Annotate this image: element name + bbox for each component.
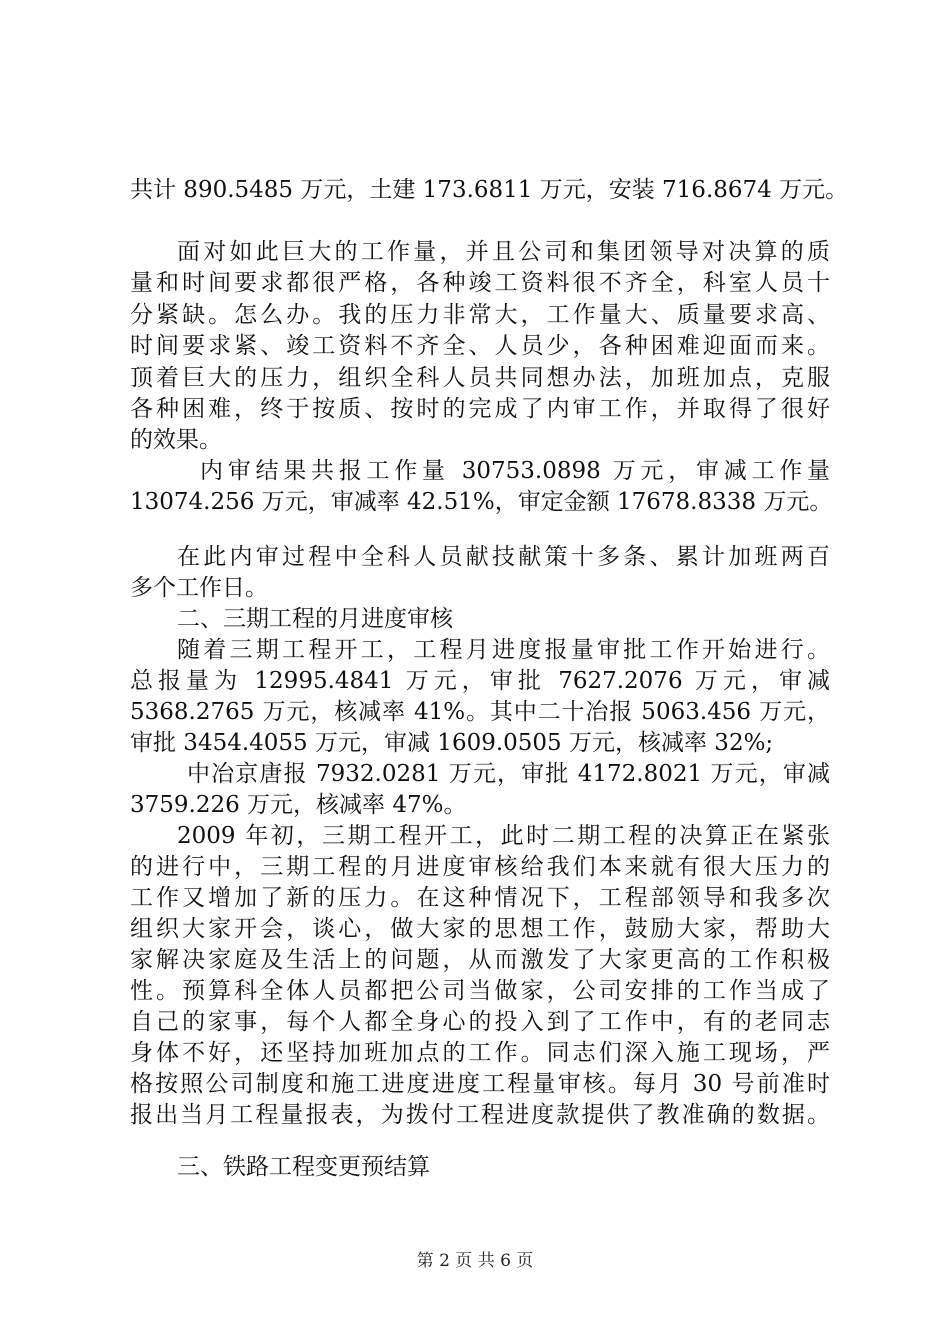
text-line: 审批 3454.4055 万元，审减 1609.0505 万元，核减率 32%; [130,730,774,756]
text-line: 量和时间要求都很严格，各种竣工资料很不齐全，科室人员十 [130,270,830,296]
text-line: 总报量为 12995.4841 万元，审批 7627.2076 万元，审减 [130,668,830,694]
section-heading: 二、三期工程的月进度审核 [177,606,453,632]
text-line: 格按照公司制度和施工进度进度工程量审核。每月 30 号前准时 [130,1071,830,1097]
text-line: 面对如此巨大的工作量，并且公司和集团领导对决算的质 [177,239,830,265]
text-line: 在此内审过程中全科人员献技献策十多条、累计加班两百 [177,544,830,570]
text-line: 性。预算科全体人员都把公司当做家，公司安排的工作当成了 [130,978,830,1004]
text-line: 家解决家庭及生活上的问题，从而激发了大家更高的工作积极 [130,947,830,973]
text-line: 中冶京唐报 7932.0281 万元，审批 4172.8021 万元，审减 [187,761,830,787]
text-line: 的效果。 [130,427,222,453]
text-line: 共计 890.5485 万元，土建 173.6811 万元，安装 716.8674 万元。 [130,177,849,203]
text-line: 5368.2765 万元，核减率 41%。其中二十冶报 5063.456 万元， [130,699,830,725]
section-heading: 三、铁路工程变更预结算 [177,1154,430,1180]
text-line: 13074.256 万元，审减率 42.51%，审定金额 17678.8338 万元。 [130,489,833,515]
text-line: 内审结果共报工作量 30753.0898 万元，审减工作量 [200,458,830,484]
text-line: 工作又增加了新的压力。在这种情况下，工程部领导和我多次 [130,885,830,911]
text-line: 各种困难，终于按质、按时的完成了内审工作，并取得了很好 [130,396,830,422]
page-footer: 第 2 页 共 6 页 [416,1251,534,1271]
text-line: 时间要求紧、竣工资料不齐全、人员少，各种困难迎面而来。 [130,333,830,359]
text-line: 分紧缺。怎么办。我的压力非常大，工作量大、质量要求高、 [130,302,830,328]
text-line: 随着三期工程开工，工程月进度报量审批工作开始进行。 [177,637,830,663]
text-line: 报出当月工程量报表，为拨付工程进度款提供了教准确的数据。 [130,1102,830,1128]
text-line: 顶着巨大的压力，组织全科人员共同想办法，加班加点，克服 [130,365,830,391]
text-line: 自己的家事，每个人都全身心的投入到了工作中，有的老同志 [130,1009,830,1035]
text-line: 多个工作日。 [130,575,268,601]
text-line: 组织大家开会，谈心，做大家的思想工作，鼓励大家，帮助大 [130,916,830,942]
text-line: 身体不好，还坚持加班加点的工作。同志们深入施工现场，严 [130,1040,830,1066]
text-line: 2009 年初，三期工程开工，此时二期工程的决算正在紧张 [177,823,830,849]
text-line: 3759.226 万元，核减率 47%。 [130,792,467,818]
text-line: 的进行中，三期工程的月进度审核给我们本来就有很大压力的 [130,854,830,880]
